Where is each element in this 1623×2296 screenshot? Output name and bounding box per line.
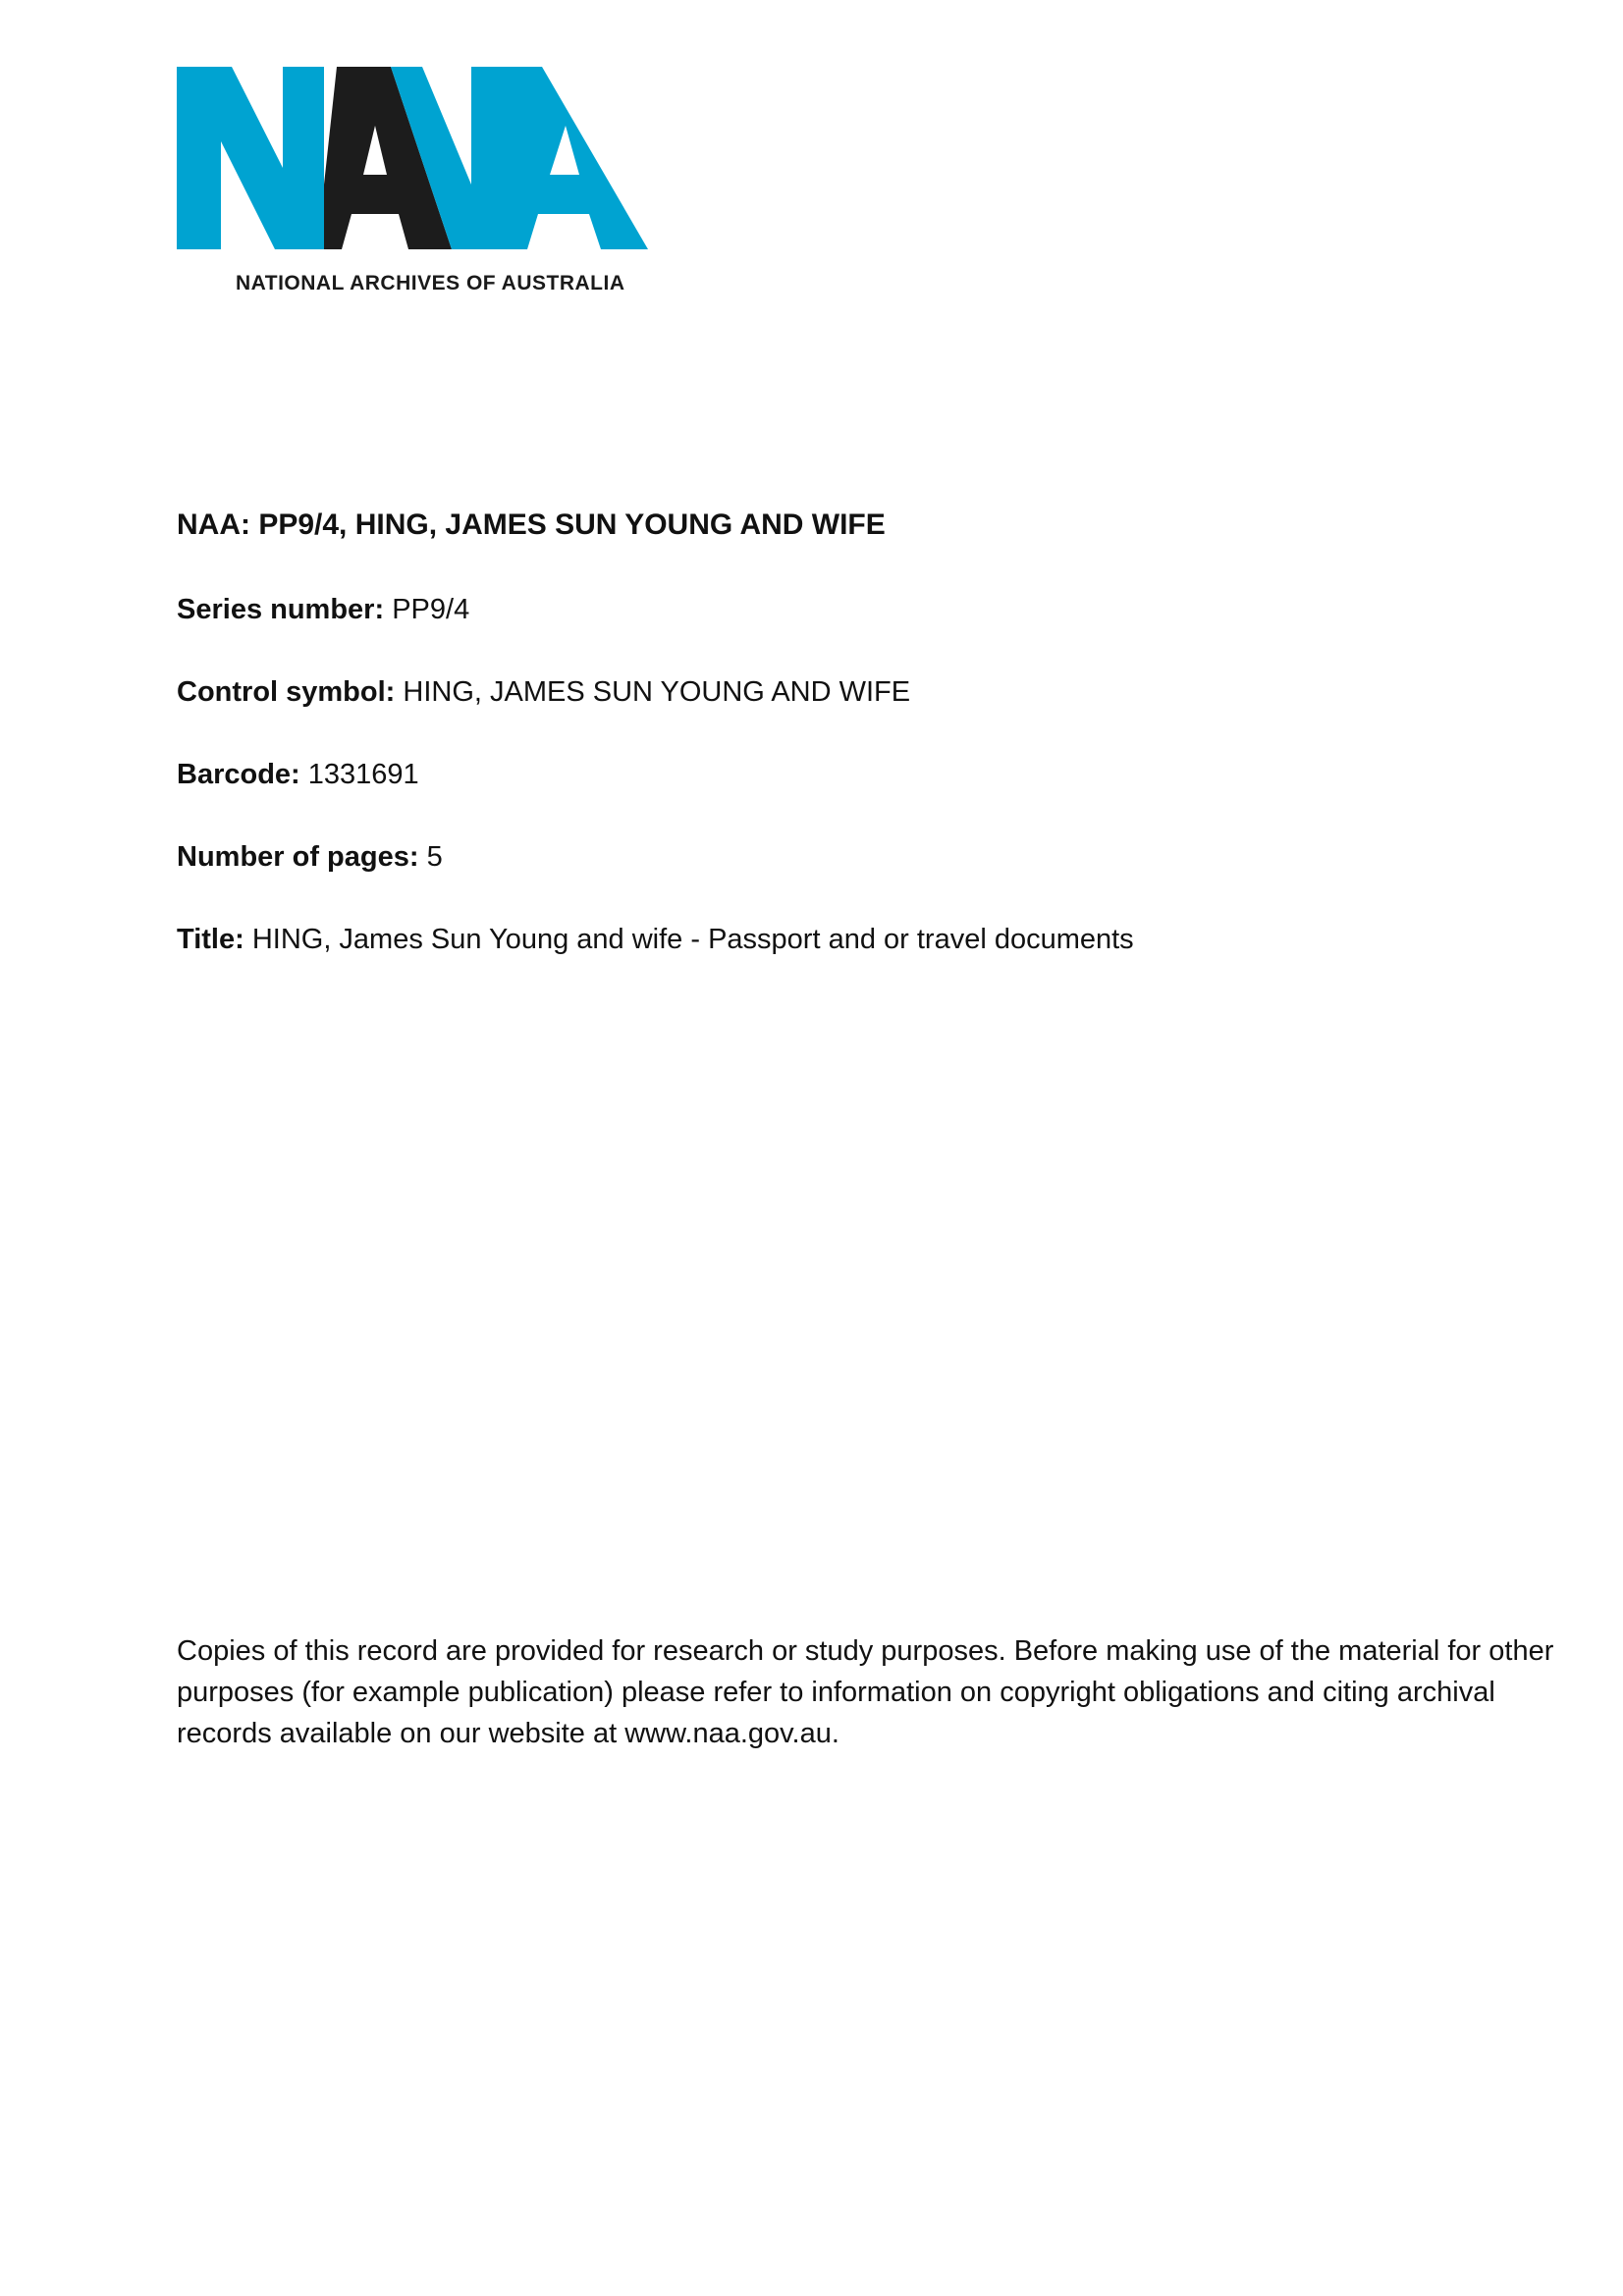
logo-letter-n: [177, 67, 324, 249]
field-value: 5: [426, 841, 443, 873]
field-number-of-pages: [177, 841, 443, 874]
copyright-notice: Copies of this record are provided for research or study purposes. Before making use of the material for other purposes (for example publication) please refer to information on copyright obligations and citing archival records available on our website at www.naa.gov.au.: [177, 1635, 1554, 1749]
field-control-symbol: [177, 676, 910, 709]
field-series-number: [177, 594, 469, 626]
field-label: Number of pages:: [177, 841, 419, 873]
organisation-name: NATIONAL ARCHIVES OF AUSTRALIA: [236, 272, 625, 294]
record-heading: NAA: PP9/4, HING, JAMES SUN YOUNG AND WIFE: [177, 508, 886, 541]
field-value: HING, James Sun Young and wife - Passport and or travel documents: [251, 924, 1134, 955]
field-label: Series number:: [177, 594, 385, 625]
field-value: HING, JAMES SUN YOUNG AND WIFE: [403, 676, 911, 708]
field-barcode: [177, 759, 419, 791]
field-label: Control symbol:: [177, 676, 396, 708]
field-label: Title:: [177, 924, 244, 955]
field-value: 1331691: [307, 759, 419, 790]
field-label: Barcode:: [177, 759, 300, 790]
field-title: [177, 924, 1134, 956]
field-value: PP9/4: [392, 594, 470, 625]
naa-logo-mark: [177, 67, 648, 249]
naa-logo: [177, 67, 668, 300]
